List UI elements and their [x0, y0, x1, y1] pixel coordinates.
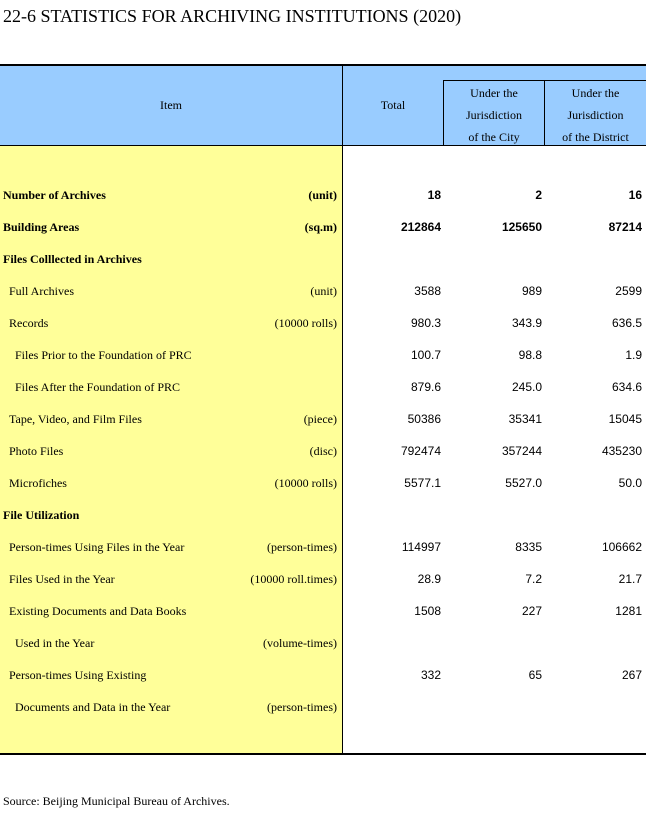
cell-total: 50386 [407, 412, 441, 426]
row-label: Files After the Foundation of PRC [15, 380, 180, 394]
row-label: Microfiches [9, 476, 67, 490]
row-unit: (10000 roll.times) [250, 572, 337, 586]
cell-city: 7.2 [525, 572, 542, 586]
row-unit: (sq.m) [304, 220, 337, 234]
row-label: Person-times Using Existing [9, 668, 147, 682]
cell-total: 879.6 [410, 380, 441, 394]
column-header-city-line: Jurisdiction [466, 108, 522, 122]
cell-city: 227 [521, 604, 542, 618]
row-unit: (person-times) [267, 540, 337, 554]
cell-district: 21.7 [618, 572, 642, 586]
table-row [0, 371, 646, 403]
table-row [0, 531, 646, 563]
cell-district: 50.0 [618, 476, 642, 490]
row-label: Documents and Data in the Year [15, 700, 171, 714]
table-row [0, 659, 646, 691]
cell-district: 16 [628, 188, 642, 202]
table-row [0, 339, 646, 371]
table-top-rule [0, 64, 646, 66]
cell-total: 28.9 [417, 572, 441, 586]
cell-city: 357244 [501, 444, 542, 458]
column-header-district [545, 82, 646, 148]
row-label: Records [9, 316, 49, 330]
table-row [0, 467, 646, 499]
cell-city: 35341 [508, 412, 542, 426]
cell-total: 5577.1 [404, 476, 441, 490]
cell-city: 8335 [515, 540, 542, 554]
cell-city: 989 [521, 284, 542, 298]
table-row [0, 275, 646, 307]
table-row [0, 403, 646, 435]
table-bottom-rule [0, 753, 646, 755]
row-label: Building Areas [3, 220, 80, 234]
table-row [0, 307, 646, 339]
row-label: Files Used in the Year [9, 572, 115, 586]
cell-city: 65 [528, 668, 542, 682]
cell-total: 3588 [414, 284, 441, 298]
cell-district: 435230 [601, 444, 642, 458]
table-row [0, 595, 646, 627]
cell-district: 2599 [615, 284, 642, 298]
cell-total: 212864 [400, 220, 441, 234]
table-row [0, 627, 646, 659]
cell-total: 100.7 [410, 348, 441, 362]
table-row [0, 563, 646, 595]
column-header-item: Item [160, 98, 182, 112]
cell-total: 114997 [401, 540, 441, 554]
cell-city: 125650 [501, 220, 542, 234]
row-label: Files Colllected in Archives [3, 252, 142, 266]
cell-district: 15045 [608, 412, 642, 426]
row-unit: (unit) [308, 188, 337, 202]
cell-city: 2 [535, 188, 542, 202]
column-header-city-line: of the City [468, 130, 520, 144]
cell-district: 1.9 [625, 348, 642, 362]
row-unit: (unit) [310, 284, 337, 298]
column-header-total: Total [380, 98, 406, 112]
table-row [0, 211, 646, 243]
table-row [0, 179, 646, 211]
cell-total: 18 [427, 188, 441, 202]
column-header-city [444, 82, 544, 148]
cell-city: 5527.0 [505, 476, 542, 490]
cell-total: 792474 [400, 444, 441, 458]
column-header-district-line: Under the [571, 86, 620, 100]
row-label: Used in the Year [15, 636, 95, 650]
table-row [0, 243, 646, 275]
row-label: Number of Archives [3, 188, 106, 202]
column-header-district-line: of the District [562, 130, 629, 144]
row-unit: (person-times) [267, 700, 337, 714]
row-unit: (10000 rolls) [274, 476, 337, 490]
cell-district: 1281 [615, 604, 642, 618]
table-row [0, 499, 646, 531]
row-label: File Utilization [3, 508, 80, 522]
cell-total: 980.3 [410, 316, 441, 330]
cell-total: 332 [420, 668, 441, 682]
header-subrule [443, 80, 646, 81]
row-label: Files Prior to the Foundation of PRC [15, 348, 192, 362]
cell-district: 636.5 [611, 316, 642, 330]
cell-city: 245.0 [511, 380, 542, 394]
row-unit: (disc) [309, 444, 337, 458]
cell-district: 106662 [601, 540, 642, 554]
row-label: Existing Documents and Data Books [9, 604, 187, 618]
table-row [0, 691, 646, 723]
row-label: Full Archives [9, 284, 74, 298]
column-header-district-line: Jurisdiction [567, 108, 624, 122]
row-unit: (volume-times) [263, 636, 337, 650]
row-label: Person-times Using Files in the Year [9, 540, 185, 554]
row-unit: (piece) [303, 412, 337, 426]
cell-district: 87214 [608, 220, 642, 234]
cell-total: 1508 [414, 604, 441, 618]
row-label: Photo Files [9, 444, 64, 458]
cell-city: 98.8 [518, 348, 542, 362]
table-row [0, 435, 646, 467]
page-title: 22-6 STATISTICS FOR ARCHIVING INSTITUTIONS (2020) [3, 6, 462, 26]
source-note: Source: Beijing Municipal Bureau of Archives. [3, 794, 230, 808]
row-label: Tape, Video, and Film Files [9, 412, 142, 426]
cell-district: 267 [621, 668, 642, 682]
row-unit: (10000 rolls) [274, 316, 337, 330]
cell-city: 343.9 [511, 316, 542, 330]
column-header-city-line: Under the [470, 86, 518, 100]
cell-district: 634.6 [611, 380, 642, 394]
